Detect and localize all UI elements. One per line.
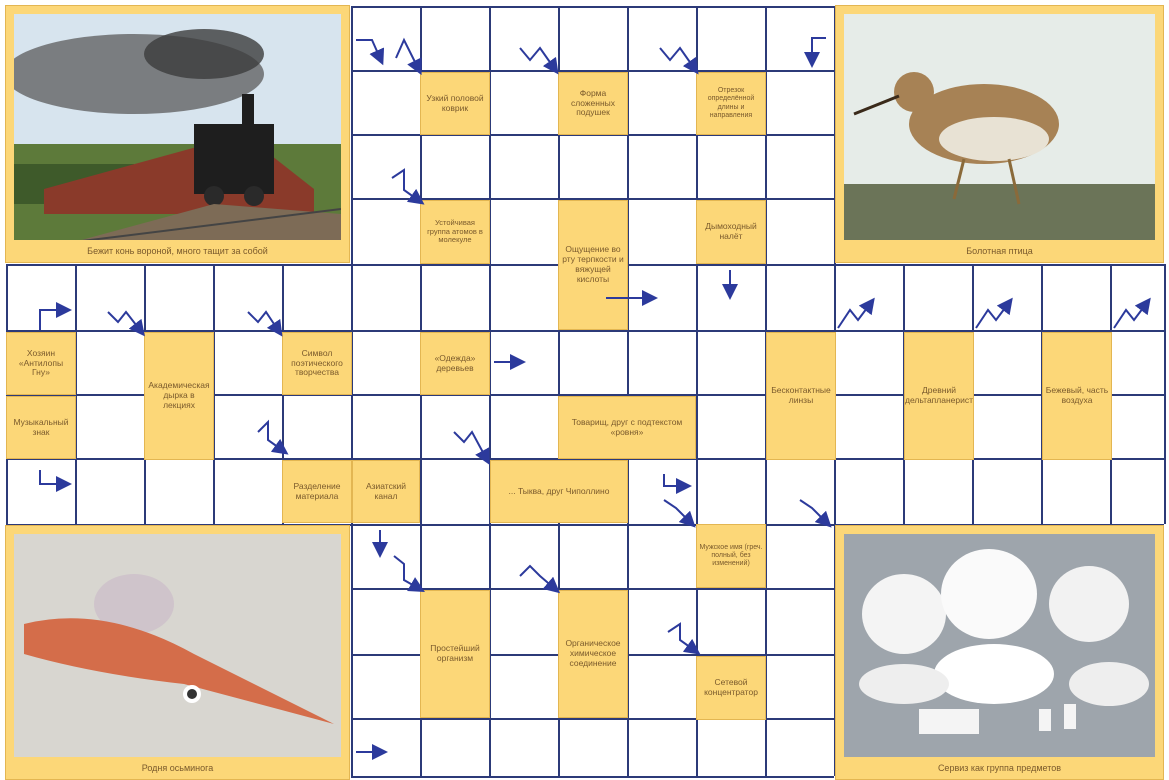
arrow-icon — [664, 474, 684, 486]
arrow-icon — [394, 556, 418, 588]
clue-protozoa: Простейший организм — [420, 590, 490, 718]
clue-organic: Органическое химическое соединение — [558, 590, 628, 718]
photo-bird-caption: Болотная птица — [966, 246, 1033, 256]
clue-antelope: Хозяин «Антилопы Гну» — [6, 332, 76, 395]
arrow-icon — [258, 422, 282, 450]
arrow-icon — [800, 500, 826, 522]
clue-taste: Ощущение во рту терпкости и вяжущей кислоты — [558, 200, 628, 330]
clue-segment: Отрезок определённой длины и направления — [696, 72, 766, 135]
clue-music-sign: Музыкальный знак — [6, 396, 76, 459]
clue-material-division: Разделение материала — [282, 460, 352, 523]
grid-line — [1164, 264, 1166, 524]
arrow-icon — [660, 48, 694, 68]
squid-photo — [14, 534, 341, 757]
photo-squid-caption: Родня осьминога — [141, 763, 214, 773]
arrow-icon — [40, 310, 64, 330]
grid-line — [351, 6, 834, 8]
photo-train-caption: Бежит конь вороной, много тащит за собой — [87, 246, 268, 256]
clue-rug: Узкий половой коврик — [420, 72, 490, 135]
tableware-set-photo — [844, 534, 1155, 757]
clue-ancient-glider: Древний дельтапланерист — [904, 332, 974, 460]
clue-contact-lens: Бесконтактные линзы — [766, 332, 836, 460]
clue-network-hub: Сетевой концентратор — [696, 656, 766, 720]
clue-lecture-gap: Академическая дырка в лекциях — [144, 332, 214, 460]
clue-air-part: Бежевый, часть воздуха — [1042, 332, 1112, 460]
photo-squid — [5, 525, 350, 780]
arrow-icon — [520, 48, 554, 68]
clue-male-name: Мужское имя (греч. полный, без изменений) — [696, 524, 766, 588]
photo-bird — [835, 5, 1164, 263]
arrow-icon — [108, 312, 140, 330]
arrow-icon — [664, 500, 690, 522]
arrow-icon — [356, 40, 380, 58]
clue-pillows: Форма сложенных подушек — [558, 72, 628, 135]
arrow-icon — [454, 432, 486, 458]
clue-poetry-symbol: Символ поэтического творчества — [282, 332, 352, 395]
photo-dishes-caption: Сервиз как группа предметов — [937, 763, 1062, 773]
clue-pumpkin: ... Тыква, друг Чиполлино — [490, 460, 628, 523]
arrow-icon — [40, 470, 64, 484]
clue-soot: Дымоходный налёт — [696, 200, 766, 264]
grid-line — [351, 776, 834, 778]
arrow-icon — [396, 40, 418, 68]
arrow-icon — [976, 304, 1008, 328]
arrow-icon — [668, 624, 694, 650]
clue-tree-clothing: «Одежда» деревьев — [420, 332, 490, 395]
photo-train — [5, 5, 350, 263]
arrow-icon — [838, 304, 870, 328]
steam-train-photo — [14, 14, 341, 240]
arrow-icon — [392, 170, 418, 200]
clue-atom-group: Устойчивая группа атомов в молекуле — [420, 200, 490, 264]
photo-dishes — [835, 525, 1164, 780]
clue-asian-canal: Азиатский канал — [352, 460, 420, 523]
arrow-icon — [248, 312, 278, 330]
arrow-icon — [1114, 304, 1146, 328]
clue-comrade: Товарищ, друг с подтекстом «ровня» — [558, 396, 696, 459]
sandpiper-bird-photo — [844, 14, 1155, 240]
arrow-icon — [812, 38, 826, 60]
arrow-icon — [520, 566, 554, 588]
